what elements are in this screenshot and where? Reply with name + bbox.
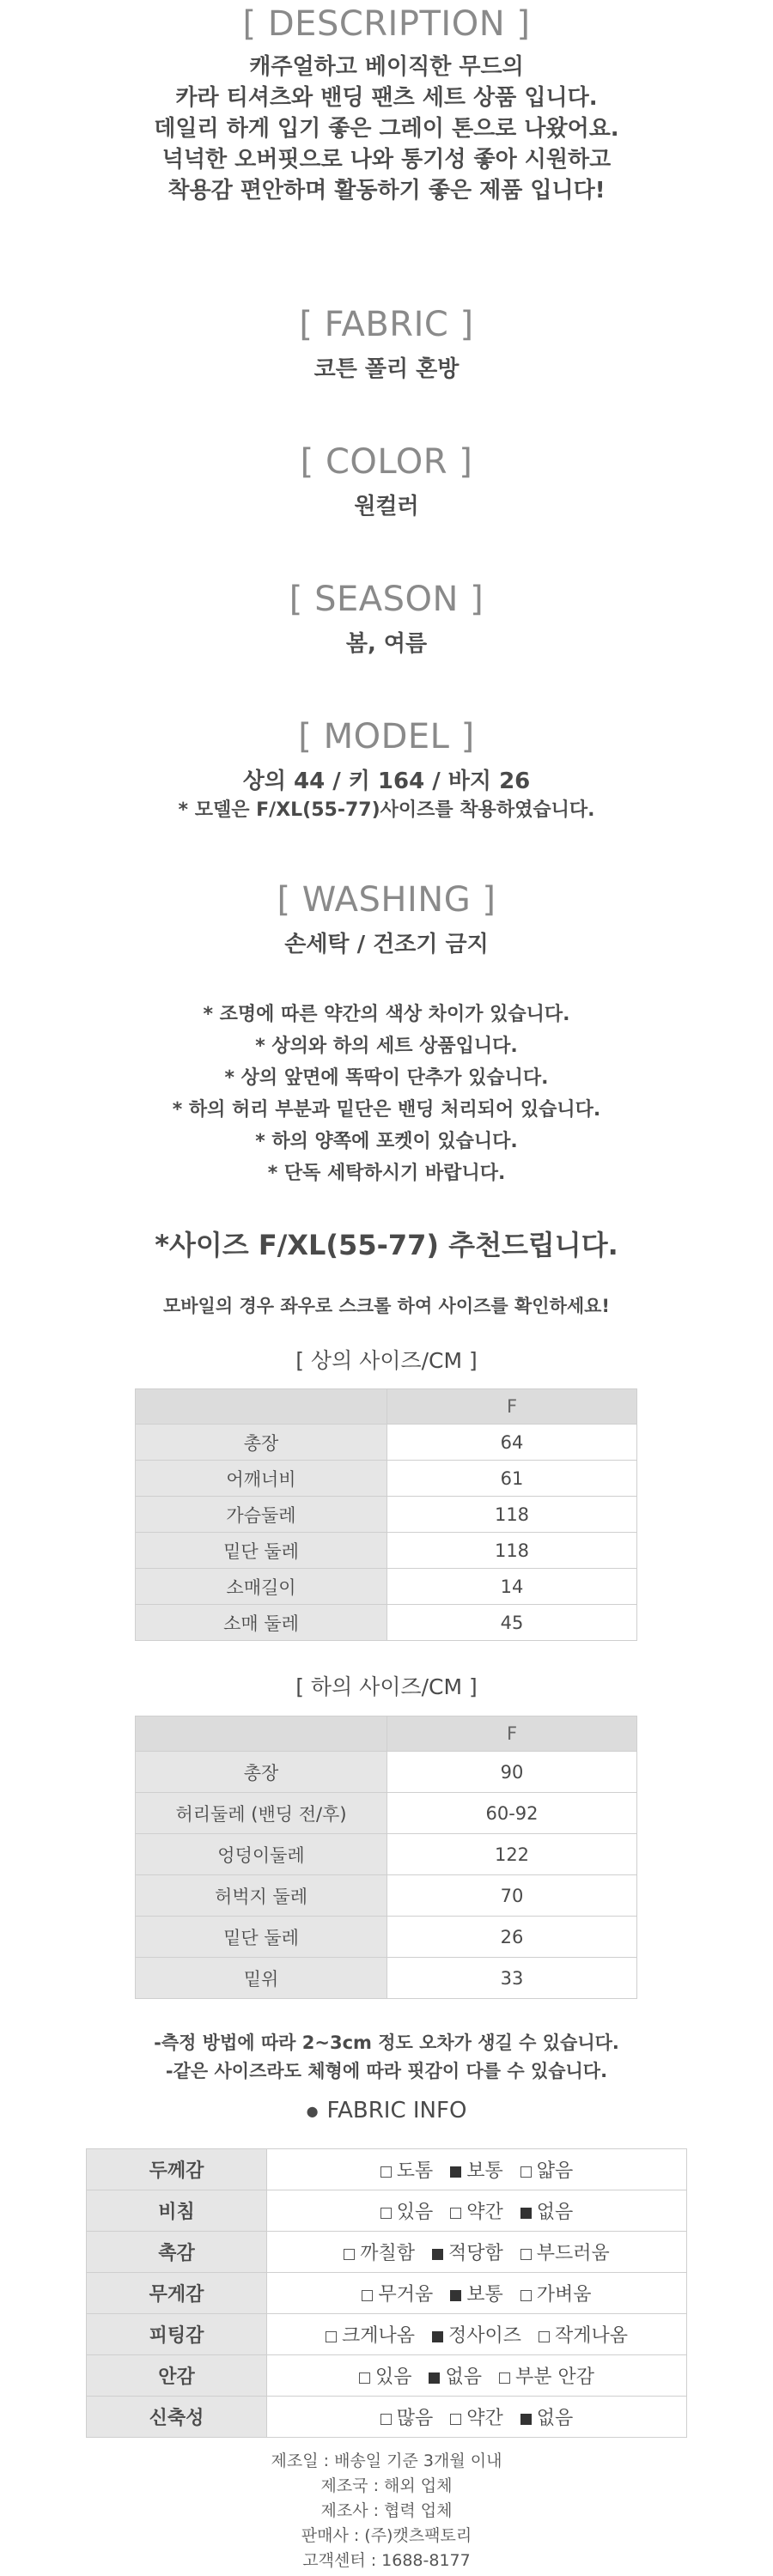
unchecked-box-icon [380, 2166, 392, 2178]
fabric-option-label: 까칠함 [360, 2243, 415, 2264]
fabric-option [432, 2243, 503, 2264]
description-line: 넉넉한 오버핏으로 나와 통기성 좋아 시원하고 [161, 147, 612, 173]
size-recommendation: *사이즈 F/XL(55-77) 추천드립니다. [155, 1229, 618, 1261]
unchecked-box-icon [520, 2290, 532, 2301]
size-value: 60-92 [387, 1793, 637, 1834]
fabric-info-label: 피팅감 [87, 2314, 267, 2355]
fabric-option-label: 보통 [466, 2284, 503, 2306]
size-value: 61 [387, 1461, 637, 1497]
checked-box-icon [450, 2290, 461, 2301]
footer-line: 제조일 : 배송일 기준 3개월 이내 [271, 2451, 502, 2470]
color-section [0, 442, 773, 522]
measurement-note: -측정 방법에 따라 2~3cm 정도 오차가 생길 수 있습니다. [154, 2032, 619, 2053]
measurement-notes [0, 2029, 773, 2086]
fabric-option-label: 없음 [536, 2408, 574, 2429]
size-label: 허벅지 둘레 [136, 1875, 387, 1917]
fabric-option [380, 2202, 434, 2223]
size-label: 총장 [136, 1425, 387, 1461]
fabric-info-row [87, 2273, 687, 2314]
size-value: 118 [387, 1533, 637, 1569]
description-title: [ DESCRIPTION ] [242, 4, 531, 44]
fabric-info-options [267, 2397, 687, 2438]
bullet-icon: ● [306, 2103, 319, 2119]
fabric-option-label: 부분 안감 [515, 2366, 595, 2388]
size-label: 가슴둘레 [136, 1497, 387, 1533]
fabric-option-label: 도톰 [396, 2160, 434, 2182]
table-row [136, 1605, 637, 1641]
fabric-option [520, 2160, 574, 2182]
top-size-title: [ 상의 사이즈/CM ] [295, 1348, 478, 1373]
fabric-info-label: 촉감 [87, 2232, 267, 2273]
fabric-option [326, 2325, 415, 2347]
fabric-option [499, 2366, 594, 2388]
fabric-info-row [87, 2190, 687, 2232]
fabric-option-label: 약간 [466, 2202, 503, 2223]
fabric-option [520, 2243, 610, 2264]
fabric-option [380, 2160, 434, 2182]
unchecked-box-icon [450, 2414, 461, 2425]
fabric-info-options [267, 2190, 687, 2232]
table-row [136, 1752, 637, 1793]
fabric-option-label: 없음 [445, 2366, 482, 2388]
fabric-option [520, 2284, 592, 2306]
size-label: 밑위 [136, 1958, 387, 1999]
table-header-row [136, 1389, 637, 1425]
note-line: * 단독 세탁하시기 바랍니다. [267, 1163, 506, 1184]
table-header-cell [136, 1716, 387, 1752]
table-header-row [136, 1716, 637, 1752]
footer-line: 제조사 : 협력 업체 [320, 2501, 453, 2520]
fabric-info-table [86, 2148, 687, 2438]
table-row [136, 1533, 637, 1569]
description-line: 캐주얼하고 베이직한 무드의 [249, 54, 524, 80]
bottom-size-table [135, 1716, 637, 1999]
table-row [136, 1569, 637, 1605]
table-row [136, 1958, 637, 1999]
fabric-option [450, 2160, 503, 2182]
fabric-option-label: 많음 [396, 2408, 434, 2429]
table-row [136, 1461, 637, 1497]
size-value: 14 [387, 1569, 637, 1605]
fabric-info-label: 무게감 [87, 2273, 267, 2314]
fabric-title: [ FABRIC ] [299, 305, 474, 344]
description-line: 데일리 하게 입기 좋은 그레이 톤으로 나왔어요. [154, 116, 619, 142]
fabric-info-options [267, 2314, 687, 2355]
footer-line: 제조국 : 해외 업체 [320, 2476, 453, 2495]
unchecked-box-icon [326, 2331, 337, 2342]
fabric-option-label: 크게나옴 [341, 2325, 415, 2347]
size-value: 70 [387, 1875, 637, 1917]
washing-text: 손세탁 / 건조기 금지 [284, 932, 489, 957]
product-info-footer [0, 2449, 773, 2573]
table-row [136, 1917, 637, 1958]
fabric-option [450, 2284, 503, 2306]
size-value: 26 [387, 1917, 637, 1958]
measurement-note: -같은 사이즈라도 체형에 따라 핏감이 다를 수 있습니다. [165, 2061, 608, 2081]
table-row [136, 1875, 637, 1917]
unchecked-box-icon [362, 2290, 373, 2301]
model-section [0, 717, 773, 824]
checked-box-icon [429, 2372, 440, 2384]
fabric-option-label: 무거움 [378, 2284, 434, 2306]
fabric-option [362, 2284, 433, 2306]
note-line: * 하의 양쪽에 포켓이 있습니다. [255, 1131, 518, 1152]
color-text: 원컬러 [354, 494, 419, 519]
fabric-option-label: 있음 [396, 2202, 434, 2223]
fabric-option-label: 없음 [536, 2202, 574, 2223]
fabric-option [450, 2408, 503, 2429]
fabric-option-label: 가벼움 [536, 2284, 592, 2306]
fabric-option [359, 2366, 412, 2388]
note-line: * 조명에 따른 약간의 색상 차이가 있습니다. [203, 1004, 570, 1025]
size-value: 64 [387, 1425, 637, 1461]
table-row [136, 1834, 637, 1875]
size-label: 소매 둘레 [136, 1605, 387, 1641]
size-label: 엉덩이둘레 [136, 1834, 387, 1875]
fabric-option [429, 2366, 482, 2388]
description-line: 착용감 편안하며 활동하기 좋은 제품 입니다! [167, 178, 606, 204]
size-label: 허리둘레 (밴딩 전/후) [136, 1793, 387, 1834]
size-value: 45 [387, 1605, 637, 1641]
fabric-option [432, 2325, 521, 2347]
fabric-option-label: 얇음 [536, 2160, 574, 2182]
fabric-option [450, 2202, 503, 2223]
model-note: * 모델은 F/XL(55-77)사이즈를 착용하였습니다. [178, 799, 595, 821]
color-title: [ COLOR ] [300, 442, 473, 482]
size-value: 90 [387, 1752, 637, 1793]
fabric-info-options [267, 2273, 687, 2314]
size-label: 밑단 둘레 [136, 1917, 387, 1958]
size-value: 122 [387, 1834, 637, 1875]
unchecked-box-icon [520, 2166, 532, 2178]
mobile-scroll-hint: 모바일의 경우 좌우로 스크롤 하여 사이즈를 확인하세요! [162, 1296, 611, 1316]
size-label: 어깨너비 [136, 1461, 387, 1497]
fabric-section [0, 307, 773, 385]
season-title: [ SEASON ] [289, 580, 484, 619]
fabric-info-row [87, 2149, 687, 2190]
fabric-info-label: 신축성 [87, 2397, 267, 2438]
fabric-option [520, 2202, 574, 2223]
fabric-info-options [267, 2149, 687, 2190]
fabric-option-label: 정사이즈 [447, 2325, 521, 2347]
checked-box-icon [432, 2249, 443, 2260]
size-value: 33 [387, 1958, 637, 1999]
season-text: 봄, 여름 [345, 631, 428, 657]
fabric-info-options [267, 2355, 687, 2397]
description-section [0, 4, 773, 206]
footer-line: 판매사 : (주)캣츠팩토리 [301, 2526, 472, 2545]
fabric-option [539, 2325, 628, 2347]
table-header-cell: F [387, 1389, 637, 1425]
washing-title: [ WASHING ] [277, 880, 496, 920]
top-size-table [135, 1388, 637, 1641]
fabric-option [380, 2408, 434, 2429]
notes-section [0, 999, 773, 1189]
season-section [0, 582, 773, 659]
checked-box-icon [432, 2331, 443, 2342]
footer-line: 고객센터 : 1688-8177 [302, 2551, 471, 2570]
fabric-text: 코튼 폴리 혼방 [313, 356, 460, 382]
fabric-info-options [267, 2232, 687, 2273]
note-line: * 상의와 하의 세트 상품입니다. [255, 1036, 518, 1057]
checked-box-icon [520, 2414, 532, 2425]
unchecked-box-icon [520, 2249, 532, 2260]
washing-section [0, 880, 773, 960]
checked-box-icon [450, 2166, 461, 2178]
table-row [136, 1793, 637, 1834]
size-label: 소매길이 [136, 1569, 387, 1605]
model-title: [ MODEL ] [298, 717, 475, 756]
fabric-option [344, 2243, 415, 2264]
fabric-info-label: FABRIC INFO [326, 2098, 467, 2123]
fabric-info-label: 두께감 [87, 2149, 267, 2190]
table-row [136, 1425, 637, 1461]
size-label: 밑단 둘레 [136, 1533, 387, 1569]
unchecked-box-icon [359, 2372, 370, 2384]
unchecked-box-icon [344, 2249, 355, 2260]
table-header-cell: F [387, 1716, 637, 1752]
fabric-option-label: 작게나옴 [555, 2325, 629, 2347]
size-value: 118 [387, 1497, 637, 1533]
fabric-option [520, 2408, 574, 2429]
size-label: 총장 [136, 1752, 387, 1793]
unchecked-box-icon [499, 2372, 510, 2384]
fabric-info-label: 안감 [87, 2355, 267, 2397]
table-header-cell [136, 1389, 387, 1425]
unchecked-box-icon [380, 2414, 392, 2425]
description-line: 카라 티셔츠와 밴딩 팬츠 세트 상품 입니다. [175, 85, 598, 111]
checked-box-icon [520, 2208, 532, 2219]
unchecked-box-icon [539, 2331, 550, 2342]
fabric-info-title [0, 2098, 773, 2123]
note-line: * 상의 앞면에 똑딱이 단추가 있습니다. [224, 1067, 549, 1089]
bottom-size-title: [ 하의 사이즈/CM ] [295, 1674, 478, 1699]
fabric-option-label: 약간 [466, 2408, 503, 2429]
fabric-info-row [87, 2397, 687, 2438]
table-row [136, 1497, 637, 1533]
fabric-info-label: 비침 [87, 2190, 267, 2232]
fabric-option-label: 있음 [374, 2366, 412, 2388]
fabric-info-row [87, 2314, 687, 2355]
fabric-info-row [87, 2355, 687, 2397]
unchecked-box-icon [450, 2208, 461, 2219]
fabric-option-label: 보통 [466, 2160, 503, 2182]
note-line: * 하의 허리 부분과 밑단은 밴딩 처리되어 있습니다. [172, 1099, 601, 1121]
model-text: 상의 44 / 키 164 / 바지 26 [242, 769, 531, 794]
fabric-option-label: 적당함 [447, 2243, 503, 2264]
fabric-info-row [87, 2232, 687, 2273]
fabric-option-label: 부드러움 [536, 2243, 610, 2264]
unchecked-box-icon [380, 2208, 392, 2219]
